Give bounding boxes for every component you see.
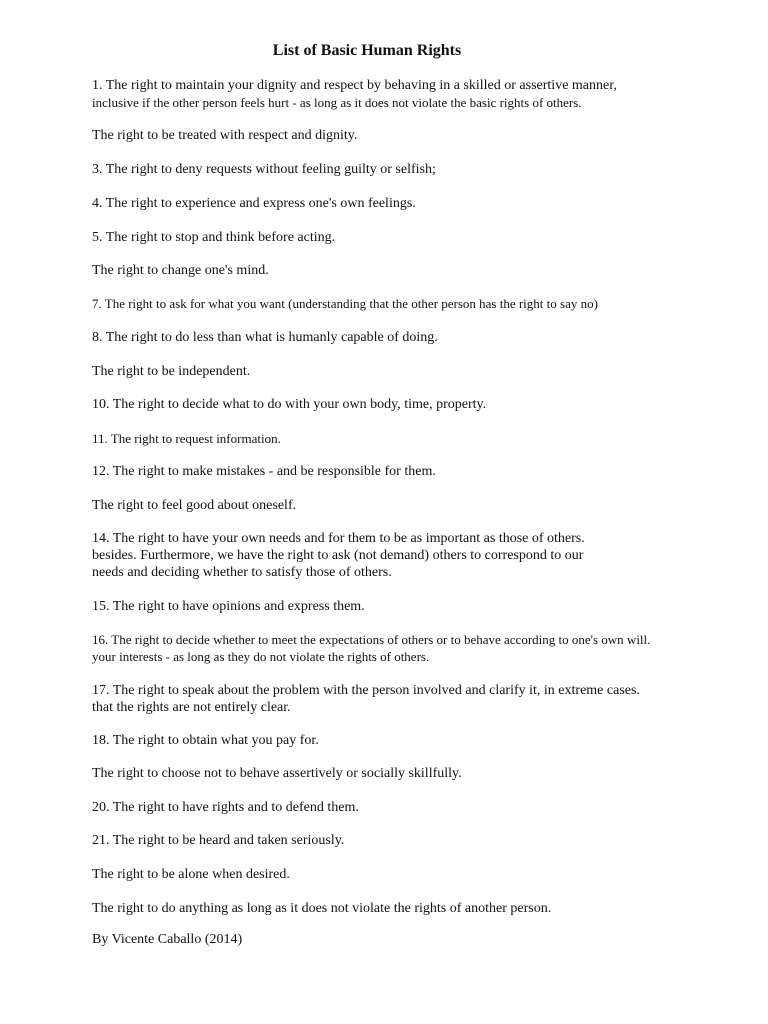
item-line: 21. The right to be heard and taken seriously.: [92, 833, 345, 848]
item-line: The right to change one's mind.: [92, 263, 269, 278]
rights-item: [92, 900, 732, 917]
rights-item: [92, 799, 732, 816]
item-line: 17. The right to speak about the problem with the person involved and clarify it, in extreme cases.: [92, 683, 640, 698]
item-line: 5. The right to stop and think before acting.: [92, 230, 336, 245]
item-line: 20. The right to have rights and to defend them.: [92, 800, 359, 815]
rights-item: [92, 329, 732, 346]
item-line: 3. The right to deny requests without feeling guilty or selfish;: [92, 162, 436, 177]
item-line: your interests - as long as they do not violate the rights of others.: [92, 649, 430, 664]
rights-item: [92, 161, 732, 178]
rights-item: [92, 229, 732, 246]
rights-item: [92, 732, 732, 749]
rights-item: [92, 363, 732, 380]
rights-item: [92, 195, 732, 212]
item-line: The right to do anything as long as it does not violate the rights of another person.: [92, 901, 552, 916]
rights-item: [92, 631, 732, 665]
item-line: that the rights are not entirely clear.: [92, 700, 291, 715]
item-line: 7. The right to ask for what you want (understanding that the other person has the right to say no): [92, 296, 598, 311]
item-line: 4. The right to experience and express one's own feelings.: [92, 196, 416, 211]
author-signature: By Vicente Caballo (2014): [92, 932, 243, 947]
rights-item: [92, 127, 732, 144]
item-line: 12. The right to make mistakes - and be responsible for them.: [92, 464, 436, 479]
rights-item: [92, 396, 732, 413]
item-line: 1. The right to maintain your dignity and respect by behaving in a skilled or assertive manner,: [92, 78, 617, 93]
item-line: The right to be treated with respect and dignity.: [92, 128, 358, 143]
item-line: 8. The right to do less than what is humanly capable of doing.: [92, 330, 438, 345]
item-line: The right to choose not to behave assertively or socially skillfully.: [92, 766, 462, 781]
item-line: inclusive if the other person feels hurt - as long as it does not violate the basic rights of others.: [92, 95, 582, 110]
item-line: The right to feel good about oneself.: [92, 498, 297, 513]
rights-item: [92, 77, 732, 111]
item-line: The right to be independent.: [92, 364, 251, 379]
item-line: 14. The right to have your own needs and for them to be as important as those of others.: [92, 531, 585, 546]
document-title: List of Basic Human Rights: [272, 42, 462, 59]
rights-item: [92, 832, 732, 849]
rights-item: [92, 530, 732, 581]
rights-item: [92, 262, 732, 279]
item-line: The right to be alone when desired.: [92, 867, 290, 882]
rights-item: [92, 295, 732, 312]
rights-item: [92, 598, 732, 615]
item-line: needs and deciding whether to satisfy those of others.: [92, 565, 392, 580]
item-line: 11. The right to request information.: [92, 431, 281, 446]
rights-item: [92, 765, 732, 782]
rights-item: [92, 497, 732, 514]
rights-item: [92, 866, 732, 883]
item-line: 10. The right to decide what to do with your own body, time, property.: [92, 397, 487, 412]
item-line: 18. The right to obtain what you pay for.: [92, 733, 319, 748]
rights-item: [92, 430, 732, 447]
rights-item: [92, 463, 732, 480]
item-line: 15. The right to have opinions and express them.: [92, 599, 365, 614]
item-line: 16. The right to decide whether to meet the expectations of others or to behave according to one's own will.: [92, 632, 651, 647]
item-line: besides. Furthermore, we have the right to ask (not demand) others to correspond to our: [92, 548, 584, 563]
rights-item: [92, 682, 732, 716]
